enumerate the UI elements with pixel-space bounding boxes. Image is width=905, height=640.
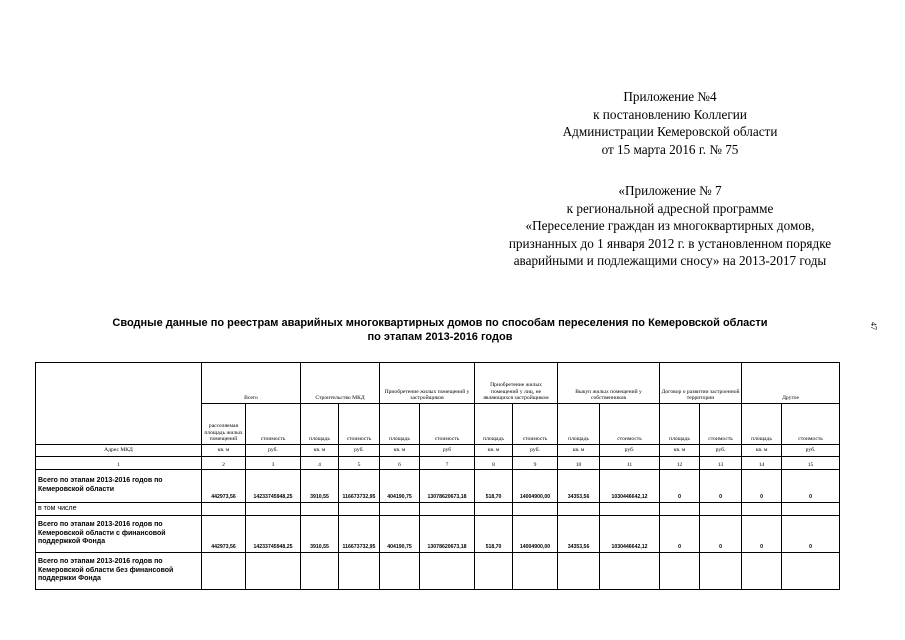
table-cell (513, 503, 558, 516)
group-other: Другое (742, 363, 840, 404)
row-label: Всего по этапам 2013-2016 годов по Кемеровской области с финансовой поддержкой Фонда (36, 516, 202, 553)
table-cell (600, 503, 660, 516)
table-cell (700, 503, 742, 516)
column-number: 11 (600, 457, 660, 470)
group-territory: Договор о развитии застроенной территории (660, 363, 742, 404)
table-cell: 404190,75 (380, 470, 420, 503)
unit-cell: кв. м (301, 445, 339, 457)
subheader-area: площадь (475, 404, 513, 445)
appendix-7-line-1: «Приложение № 7 (618, 183, 722, 198)
table-row (36, 503, 840, 516)
header-row-column-numbers (36, 457, 840, 470)
table-row (36, 553, 840, 590)
unit-cell: руб. (700, 445, 742, 457)
table-cell: 0 (782, 470, 840, 503)
table-cell (246, 553, 301, 590)
table-cell (513, 553, 558, 590)
table-cell: 14233745948,25 (246, 470, 301, 503)
table-cell: 442973,56 (202, 470, 246, 503)
table-cell (782, 553, 840, 590)
table-cell: 34353,56 (558, 470, 600, 503)
appendix-4-line-2: к постановлению Коллегии (593, 106, 747, 122)
table-cell: 13078620673,18 (420, 470, 475, 503)
unit-cell: кв. м (742, 445, 782, 457)
group-construction: Строительство МКД (301, 363, 380, 404)
column-number: 10 (558, 457, 600, 470)
unit-cell: кв. м (558, 445, 600, 457)
table-cell (380, 553, 420, 590)
table-cell: 34353,56 (558, 516, 600, 553)
table-cell (782, 503, 840, 516)
column-number: 15 (782, 457, 840, 470)
subheader-area: площадь (660, 404, 700, 445)
table-cell (202, 553, 246, 590)
header-row-groups (36, 363, 840, 404)
header-row-units (36, 445, 840, 457)
table-row (36, 470, 840, 503)
table-title-line-2: по этапам 2013-2016 годов (367, 330, 513, 343)
row-label: в том числе (36, 503, 202, 516)
appendix-4-header (520, 88, 820, 158)
table-cell: 0 (660, 516, 700, 553)
table-cell (380, 503, 420, 516)
table-cell: 0 (742, 470, 782, 503)
appendix-7-line-5: аварийными и подлежащими сносу» на 2013-2017 годы (513, 253, 827, 268)
table-cell: 518,70 (475, 516, 513, 553)
appendix-4-line-1: Приложение №4 (623, 89, 717, 104)
table-cell: 1030446642,12 (600, 516, 660, 553)
address-label: Адрес МКД (36, 445, 202, 457)
table-cell: 0 (782, 516, 840, 553)
column-number: 7 (420, 457, 475, 470)
table-cell: 3910,55 (301, 516, 339, 553)
table-cell: 13078620673,18 (420, 516, 475, 553)
summary-table (35, 362, 840, 590)
column-number: 12 (660, 457, 700, 470)
appendix-7-line-4: признанных до 1 января 2012 г. в установленном порядке (508, 235, 832, 251)
table-cell (246, 503, 301, 516)
row-label: Всего по этапам 2013-2016 годов по Кемеровской области без финансовой поддержки Фонда (36, 553, 202, 590)
table-cell: 518,70 (475, 470, 513, 503)
table-cell (301, 553, 339, 590)
subheader-cost: стоимость (339, 404, 380, 445)
group-purchase-non-developer: Приобретение жилых помещений у лиц, не являющихся застройщиком (475, 363, 558, 404)
unit-cell: кв. м (380, 445, 420, 457)
group-total: Всего (202, 363, 301, 404)
unit-cell: руб. (782, 445, 840, 457)
subheader-cost: стоимость (700, 404, 742, 445)
appendix-7-line-3: «Переселение граждан из многоквартирных домов, (525, 218, 815, 233)
table-cell (420, 553, 475, 590)
table-cell: 404190,75 (380, 516, 420, 553)
subheader-area: площадь (380, 404, 420, 445)
table-cell: 14004900,00 (513, 470, 558, 503)
group-purchase-developer: Приобретение жилых помещений у застройщиков (380, 363, 475, 404)
address-header-cell (36, 363, 202, 445)
column-number: 14 (742, 457, 782, 470)
table-cell: 0 (700, 470, 742, 503)
unit-cell: руб. (513, 445, 558, 457)
table-cell (742, 553, 782, 590)
table-cell: 0 (742, 516, 782, 553)
table-cell (301, 503, 339, 516)
group-buyout: Выкуп жилых помещений у собственников (558, 363, 660, 404)
unit-cell: руб (420, 445, 475, 457)
subheader-cost: стоимость (513, 404, 558, 445)
unit-cell: руб. (600, 445, 660, 457)
table-cell (742, 503, 782, 516)
table-cell: 3910,55 (301, 470, 339, 503)
table-cell: 14233745948,25 (246, 516, 301, 553)
unit-cell: кв. м (475, 445, 513, 457)
table-cell (558, 503, 600, 516)
column-number: 9 (513, 457, 558, 470)
appendix-4-line-3: Администрации Кемеровской области (562, 124, 778, 139)
column-number: 4 (301, 457, 339, 470)
table-cell: 442973,56 (202, 516, 246, 553)
table-cell: 1030446642,12 (600, 470, 660, 503)
column-number: 1 (36, 457, 202, 470)
table-cell (339, 553, 380, 590)
subheader-cost: стоимость (782, 404, 840, 445)
row-label: Всего по этапам 2013-2016 годов по Кемеровской области (36, 470, 202, 503)
table-cell (202, 503, 246, 516)
column-number: 8 (475, 457, 513, 470)
table-cell: 0 (700, 516, 742, 553)
column-number: 5 (339, 457, 380, 470)
table-cell: 116673732,95 (339, 470, 380, 503)
subheader-cost: стоимость (246, 404, 301, 445)
table-cell: 0 (660, 470, 700, 503)
column-number: 13 (700, 457, 742, 470)
subheader-area: площадь (301, 404, 339, 445)
table-cell (475, 503, 513, 516)
unit-cell: кв. м (660, 445, 700, 457)
table-cell (600, 553, 660, 590)
column-number: 6 (380, 457, 420, 470)
appendix-4-line-4: от 15 марта 2016 г. № 75 (601, 141, 739, 157)
column-number: 2 (202, 457, 246, 470)
table-cell (660, 553, 700, 590)
table-row (36, 516, 840, 553)
table-title-line-1: Сводные данные по реестрам аварийных многоквартирных домов по способам переселения по Кемеровской области (112, 317, 768, 329)
table-cell (339, 503, 380, 516)
subheader-cost: стоимость (420, 404, 475, 445)
subheader-area: площадь (742, 404, 782, 445)
appendix-7-header (460, 182, 880, 270)
subheader-cost: стоимость (600, 404, 660, 445)
page-number: 47 (869, 322, 878, 330)
table-cell (660, 503, 700, 516)
table-cell: 116673732,95 (339, 516, 380, 553)
unit-cell: руб. (339, 445, 380, 457)
table-cell (475, 553, 513, 590)
subheader-area: площадь (558, 404, 600, 445)
column-number: 3 (246, 457, 301, 470)
table-cell (558, 553, 600, 590)
unit-cell: кв. м (202, 445, 246, 457)
unit-cell: руб. (246, 445, 301, 457)
table-cell: 14004900,00 (513, 516, 558, 553)
table-cell (420, 503, 475, 516)
subheader-resettled-area: расселяемая площадь жилых помещений (202, 404, 246, 445)
appendix-7-line-2: к региональной адресной программе (566, 200, 774, 216)
table-cell (700, 553, 742, 590)
table-title (40, 317, 840, 344)
